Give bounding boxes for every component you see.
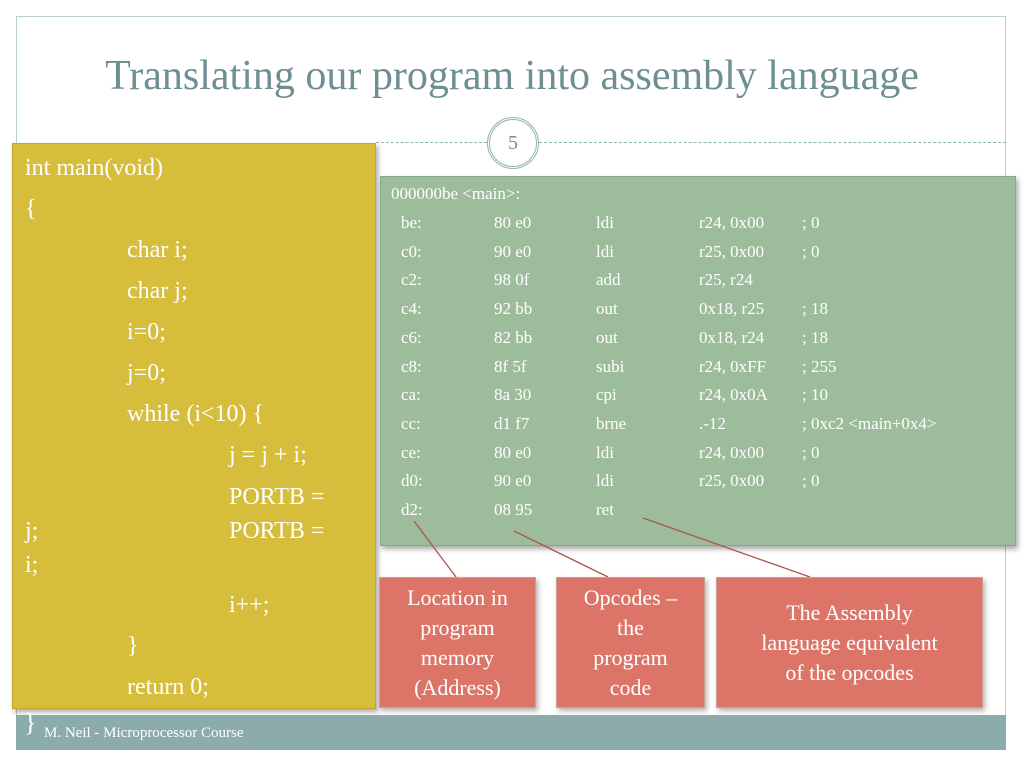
asm-address: be:: [401, 213, 422, 232]
asm-opcode: 08 95: [494, 500, 533, 519]
asm-mnemonic: out: [596, 299, 618, 319]
asm-opcode: d1 f7: [494, 413, 530, 433]
asm-mnemonic: brne: [596, 413, 627, 433]
callout-address: [379, 577, 536, 708]
code-line: PORTB =: [229, 518, 325, 544]
asm-mnemonic: ldi: [596, 241, 614, 261]
callout-address-line: memory: [420, 644, 495, 670]
asm-comment: ; 18: [802, 327, 828, 347]
asm-opcode: 90 e0: [494, 471, 532, 491]
slide-title: Translating our program into assembly language: [105, 53, 919, 99]
asm-comment: ; 0: [802, 442, 820, 462]
asm-operands: r25, 0x00: [699, 471, 765, 491]
asm-operands: 0x18, r24: [699, 327, 765, 347]
asm-mnemonic: cpi: [596, 385, 617, 405]
slide-number-badge: 5: [487, 117, 539, 169]
asm-comment: ; 18: [802, 299, 828, 319]
asm-opcode: 82 bb: [494, 327, 533, 347]
asm-address: cc:: [401, 413, 421, 433]
asm-address: d2:: [401, 500, 423, 519]
asm-address: d0:: [401, 471, 423, 491]
code-line: char j;: [127, 278, 188, 304]
asm-mnemonic: ret: [596, 500, 614, 519]
callout-address-line: program: [420, 614, 495, 640]
code-line: int main(void): [25, 155, 163, 181]
asm-opcode: 90 e0: [494, 241, 532, 261]
asm-address: ca:: [401, 385, 421, 405]
callout-assembly: [716, 577, 983, 708]
asm-comment: ; 0: [802, 471, 820, 491]
asm-opcode: 80 e0: [494, 442, 532, 462]
callout-opcodes-line: the: [617, 614, 644, 640]
asm-operands: 0x18, r25: [699, 299, 765, 319]
asm-operands: r25, 0x00: [699, 241, 765, 261]
asm-operands: r24, 0x00: [699, 442, 765, 462]
code-line: PORTB =: [229, 484, 325, 510]
asm-address: c8:: [401, 356, 422, 376]
asm-address: c4:: [401, 299, 422, 319]
code-line: j=0;: [127, 360, 166, 386]
code-line: }: [127, 633, 139, 659]
code-line: while (i<10) {: [127, 401, 265, 427]
footer-text: M. Neil - Microprocessor Course: [44, 725, 244, 741]
callout-opcodes-line: code: [609, 674, 652, 700]
asm-mnemonic: out: [596, 327, 618, 347]
asm-address: c0:: [401, 241, 422, 261]
assembly-listing-box: [380, 176, 1016, 546]
title-divider-left: [376, 142, 487, 143]
asm-comment: ; 10: [802, 385, 828, 405]
asm-mnemonic: ldi: [596, 471, 614, 491]
code-line: char i;: [127, 237, 188, 263]
callout-address-line: Location in: [407, 584, 508, 610]
callout-assembly-line: The Assembly: [786, 599, 913, 625]
asm-opcode: 8f 5f: [494, 356, 527, 376]
code-line: {: [25, 196, 37, 222]
asm-operands: r24, 0xFF: [699, 356, 767, 376]
code-line: i=0;: [127, 319, 166, 345]
asm-address: c6:: [401, 327, 422, 347]
asm-mnemonic: subi: [596, 356, 625, 376]
asm-comment: ; 0: [802, 241, 820, 261]
asm-operands: r24, 0x00: [699, 213, 765, 232]
callout-address-line: (Address): [414, 674, 501, 700]
callout-assembly-line: of the opcodes: [785, 659, 914, 685]
code-line: i++;: [229, 592, 270, 618]
asm-operands: r25, r24: [699, 270, 753, 290]
code-line: i;: [25, 552, 39, 578]
code-line: j = j + i;: [229, 442, 307, 468]
callout-opcodes: [556, 577, 705, 708]
asm-mnemonic: ldi: [596, 213, 614, 232]
asm-operands: .-12: [699, 413, 726, 433]
asm-opcode: 8a 30: [494, 385, 532, 405]
callout-opcodes-line: Opcodes –: [583, 584, 678, 610]
asm-comment: ; 0xc2 <main+0x4>: [802, 413, 937, 433]
assembly-header: 000000be <main>:: [391, 184, 521, 203]
callout-assembly-line: language equivalent: [761, 629, 938, 655]
asm-comment: ; 0: [802, 213, 820, 232]
asm-mnemonic: ldi: [596, 442, 614, 462]
asm-comment: ; 255: [802, 356, 837, 376]
asm-address: ce:: [401, 442, 421, 462]
title-divider-right: [539, 142, 1006, 143]
asm-mnemonic: add: [596, 270, 621, 290]
c-source-box: [12, 143, 376, 709]
asm-opcode: 92 bb: [494, 299, 533, 319]
code-line: return 0;: [127, 674, 209, 700]
callout-opcodes-line: program: [593, 644, 668, 670]
asm-address: c2:: [401, 270, 422, 290]
asm-operands: r24, 0x0A: [699, 385, 768, 405]
asm-opcode: 98 0f: [494, 270, 530, 290]
asm-opcode: 80 e0: [494, 213, 532, 232]
code-line: j;: [25, 518, 39, 544]
code-closing-brace: }: [24, 708, 37, 737]
